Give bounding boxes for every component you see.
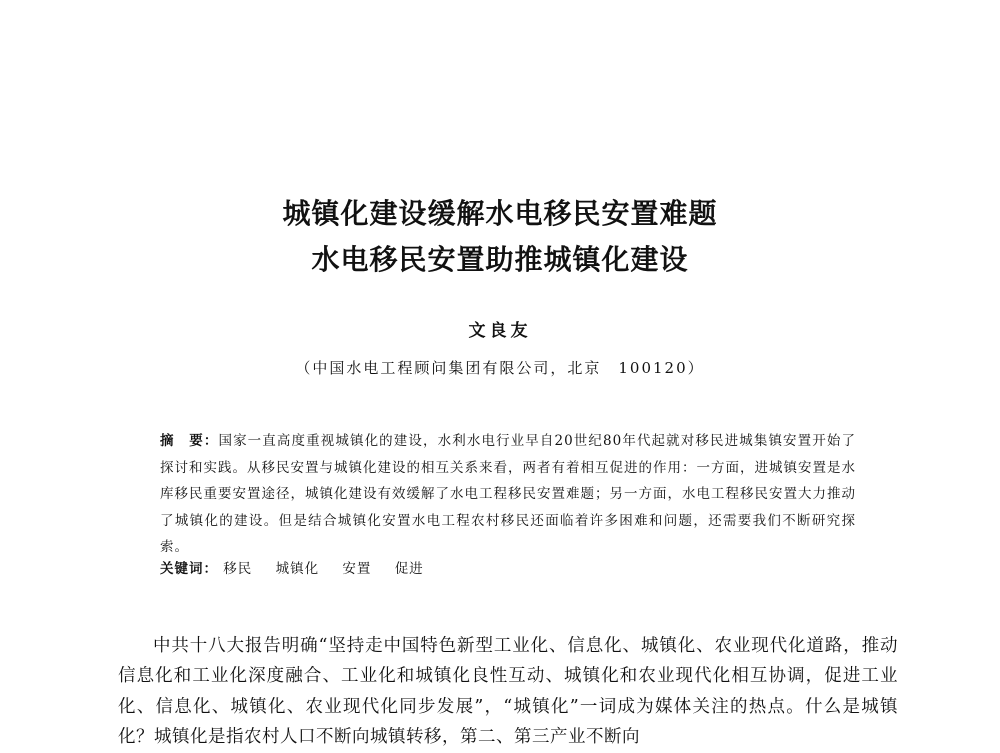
keyword: 促进 bbox=[394, 561, 424, 577]
keyword: 城镇化 bbox=[275, 561, 320, 577]
abstract-text: 国家一直高度重视城镇化的建设，水利水电行业早自20世纪80年代起就对移民进城集镇安置开始了探讨和实践。从移民安置与城镇化建设的相互关系来看，两者有着相互促进的作用：一方面，进城镇安置是水库移民重要安置途径，城镇化建设有效缓解了水电工程移民安置难题；另一方面，水电工程移民安置大力推动了城镇化的建设。但是结合城镇化安置水电工程农村移民还面临着许多困难和问题，还需要我们不断研究探索。 bbox=[160, 433, 857, 555]
title-line-1: 城镇化建设缓解水电移民安置难题 bbox=[282, 197, 718, 230]
body-paragraph: 中共十八大报告明确“坚持走中国特色新型工业化、信息化、城镇化、农业现代化道路，推动信息化和工业化深度融合、工业化和城镇化良性互动、城镇化和农业现代化相互协调，促进工业化、信息化、城镇化、农业现代化同步发展”，“城镇化”一词成为媒体关注的热点。什么是城镇化？城镇化是指农村人口不断向城镇转移，第二、第三产业不断向 bbox=[118, 635, 898, 747]
title-line-2: 水电移民安置助推城镇化建设 bbox=[311, 243, 689, 276]
abstract-label: 摘 要： bbox=[160, 433, 219, 449]
author-name: 文良友 bbox=[468, 321, 532, 341]
keyword: 移民 bbox=[223, 561, 253, 577]
author-affiliation: （中国水电工程顾问集团有限公司，北京 100120） bbox=[295, 359, 705, 377]
abstract bbox=[160, 428, 856, 561]
keywords-label: 关键词： bbox=[160, 561, 218, 577]
keywords bbox=[160, 557, 856, 577]
keyword: 安置 bbox=[342, 561, 372, 577]
